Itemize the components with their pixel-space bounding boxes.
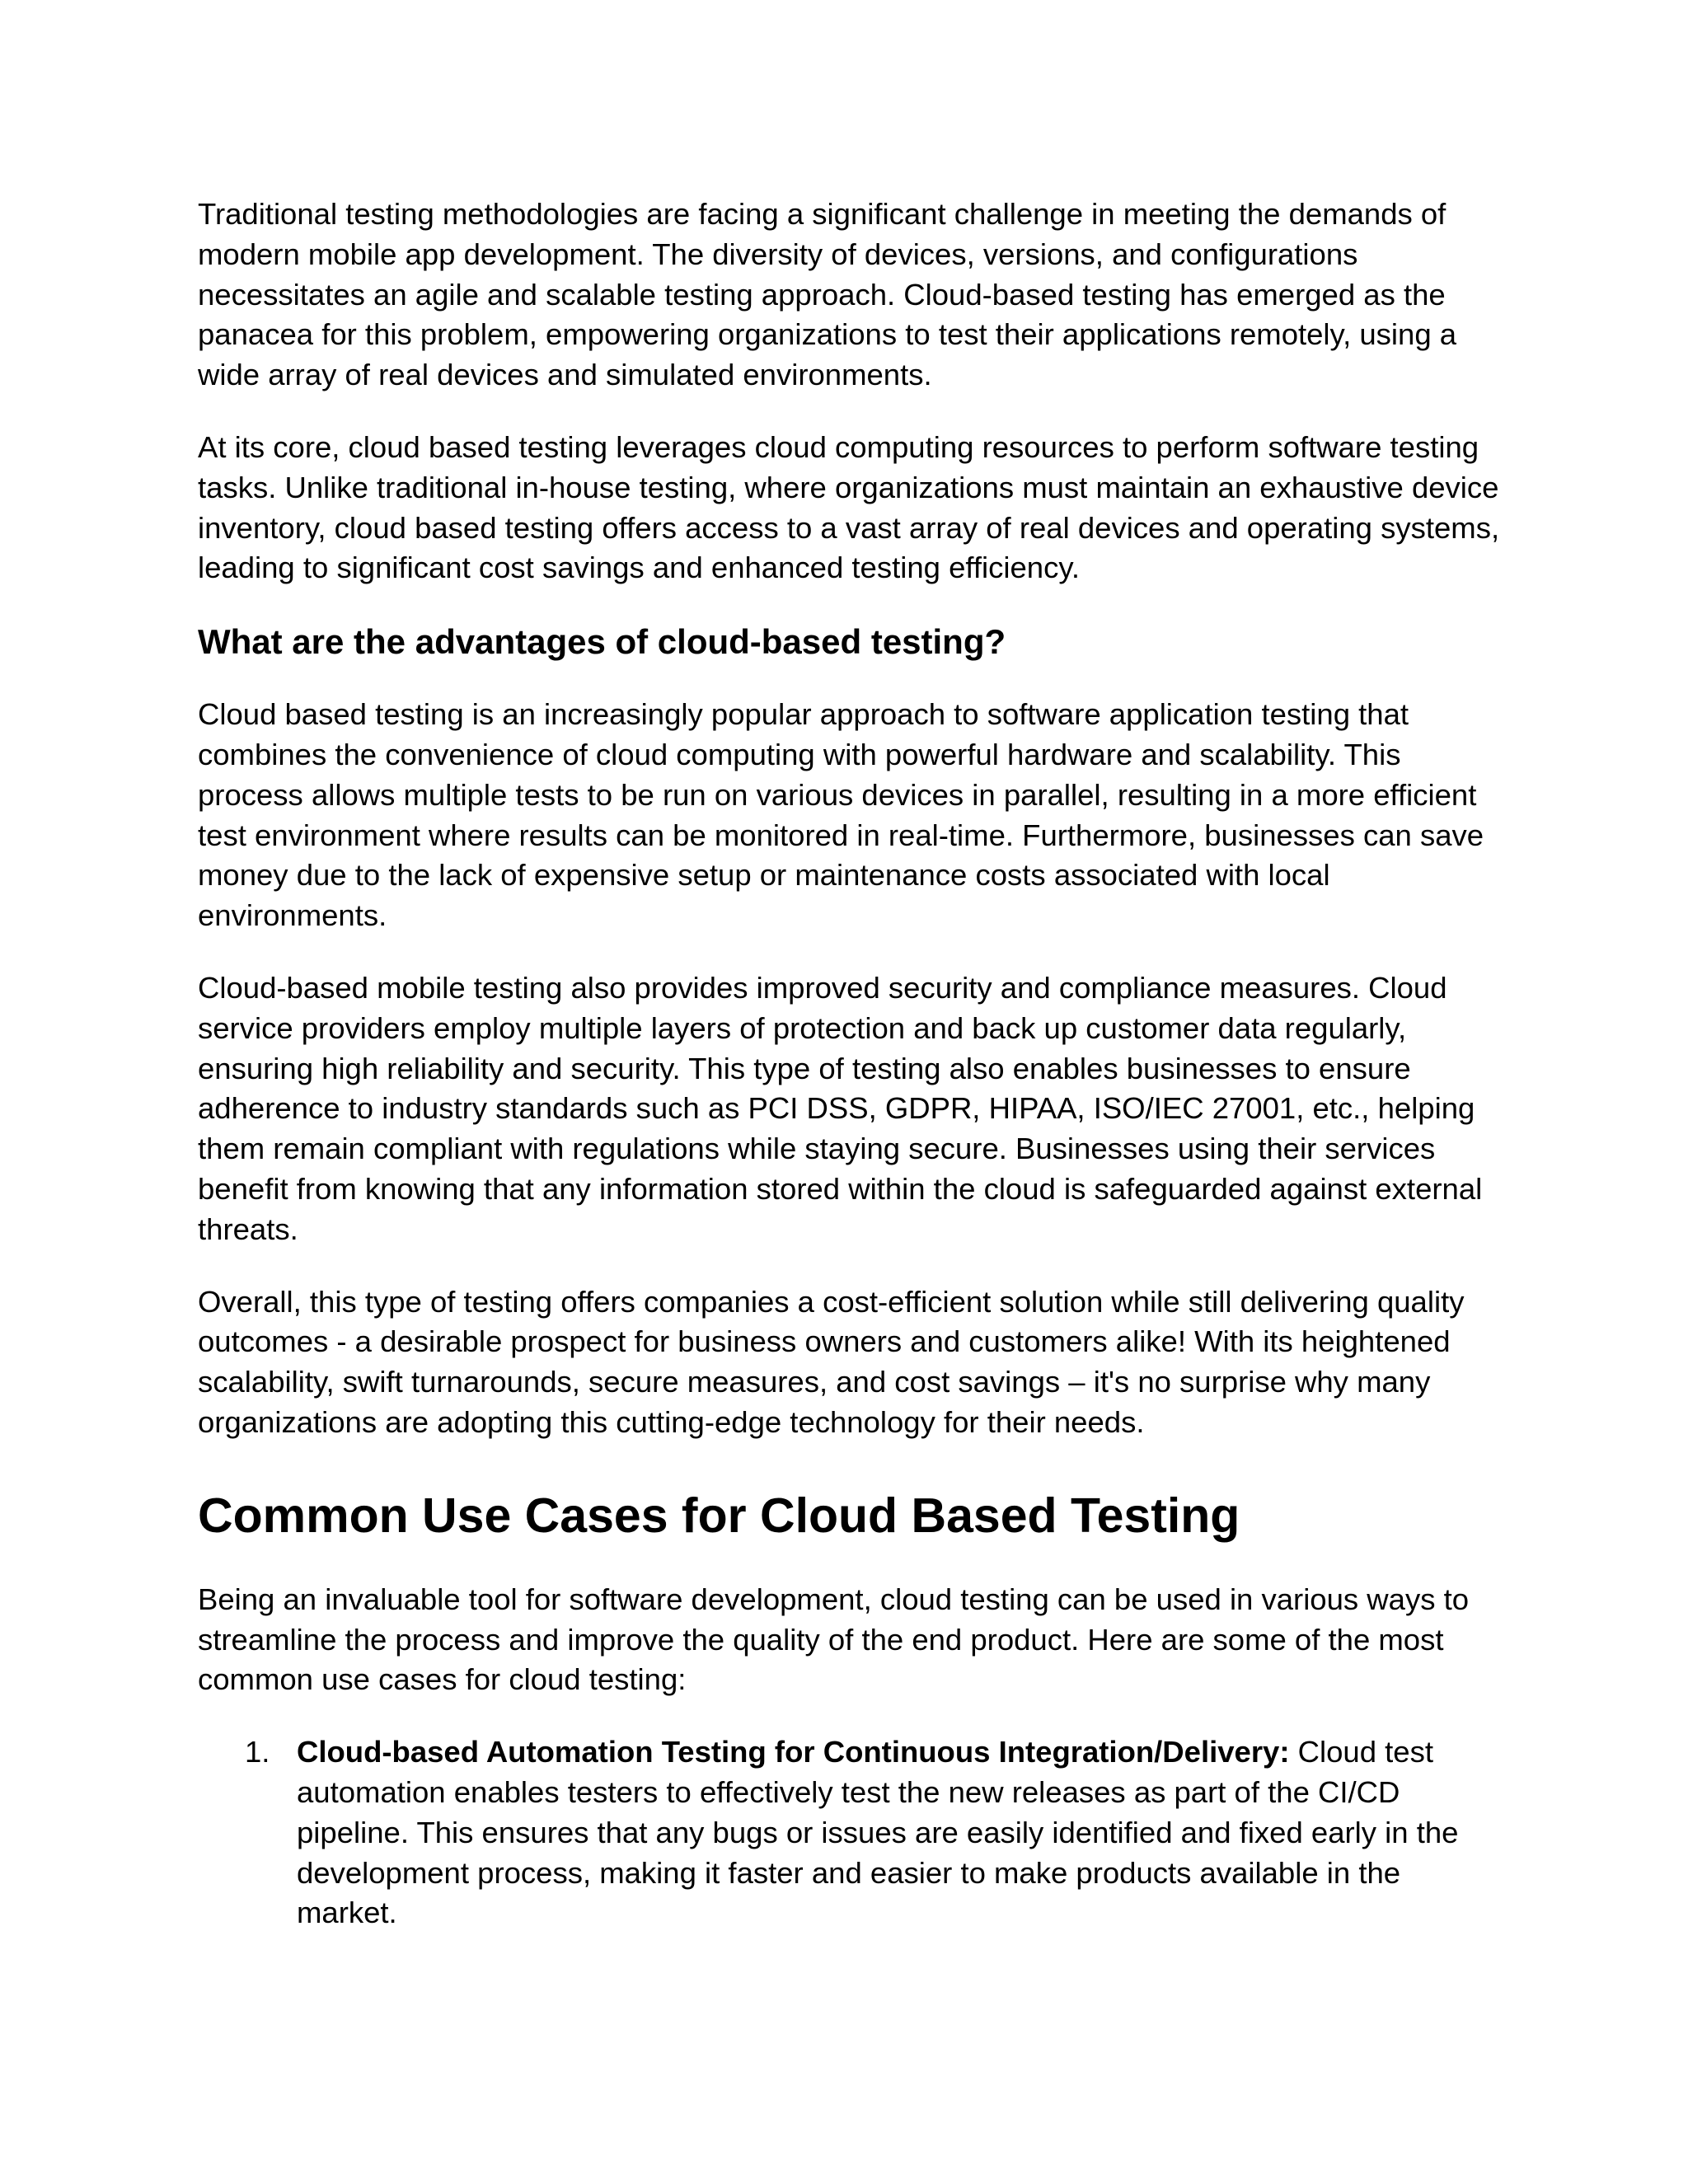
- list-item-title: Cloud-based Automation Testing for Continuous Integration/Delivery:: [297, 1735, 1290, 1769]
- use-cases-list: [198, 1732, 1500, 1933]
- advantages-heading: What are the advantages of cloud-based testing?: [198, 622, 1006, 662]
- advantages-paragraph: Cloud-based mobile testing also provides improved security and compliance measures. Cloud service providers employ multiple layers of protection and back up customer data regularly, ensuring high reliability and security. This type of testing also enables businesses to ensure adherence to industry standards such as PCI DSS, GDPR, HIPAA, ISO/IEC 27001, etc., helping them remain compliant with regulations while staying secure. Businesses using their services benefit from knowing that any information stored within the cloud is safeguarded against external threats.: [198, 970, 1483, 1246]
- use-cases-intro: Being an invaluable tool for software development, cloud testing can be used in various ways to streamline the process and improve the quality of the end product. Here are some of the most common use cases for cloud testing:: [198, 1582, 1470, 1697]
- intro-paragraph: Traditional testing methodologies are facing a significant challenge in meeting the demands of modern mobile app development. The diversity of devices, versions, and configurations necessitates an agile and scalable testing approach. Cloud-based testing has emerged as the panacea for this problem, empowering organizations to test their applications remotely, using a wide array of real devices and simulated environments.: [198, 197, 1457, 392]
- use-cases-heading: Common Use Cases for Cloud Based Testing: [198, 1488, 1240, 1543]
- document-page: [198, 194, 1500, 1933]
- advantages-paragraph: Overall, this type of testing offers companies a cost-efficient solution while still delivering quality outcomes - a desirable prospect for business owners and customers alike! With its heightened scalability, swift turnarounds, secure measures, and cost savings – it's no surprise why many organizations are adopting this cutting-edge technology for their needs.: [198, 1284, 1465, 1439]
- list-item-text: Cloud test automation enables testers to effectively test the new releases as part of the CI/CD pipeline. This ensures that any bugs or issues are easily identified and fixed early in the development process, making it faster and easier to make products available in the market.: [297, 1735, 1459, 1930]
- list-item: [198, 1732, 1500, 1933]
- list-item-number: 1.: [245, 1735, 270, 1769]
- intro-paragraph: At its core, cloud based testing leverages cloud computing resources to perform software testing tasks. Unlike traditional in-house testing, where organizations must maintain an exhaustive device inventory, cloud based testing offers access to a vast array of real devices and operating systems, leading to significant cost savings and enhanced testing efficiency.: [198, 429, 1500, 585]
- advantages-paragraph: Cloud based testing is an increasingly popular approach to software application testing that combines the convenience of cloud computing with powerful hardware and scalability. This process allows multiple tests to be run on various devices in parallel, resulting in a more efficient test environment where results can be monitored in real-time. Furthermore, businesses can save money due to the lack of expensive setup or maintenance costs associated with local environments.: [198, 697, 1484, 933]
